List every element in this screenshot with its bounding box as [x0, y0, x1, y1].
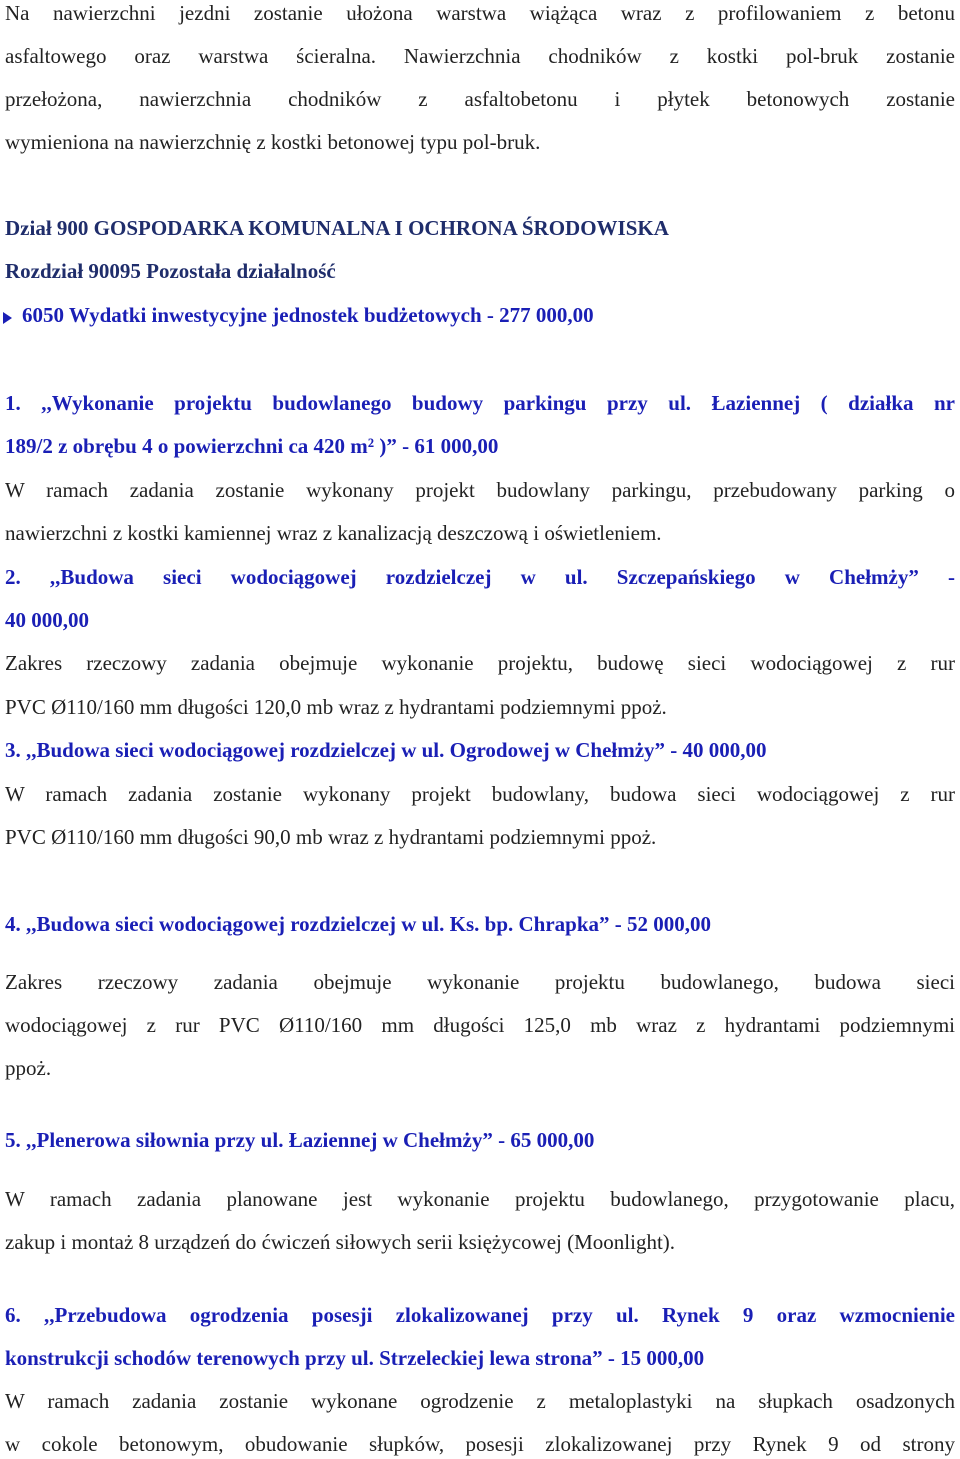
text-line: przełożona, nawierzchnia chodników z asfaltobetonu i płytek betonowych zostanie: [5, 87, 955, 111]
task-title-line: konstrukcji schodów terenowych przy ul. Strzeleckiej lewa strona” - 15 000,00: [5, 1346, 705, 1370]
paragraph-heading: 6050 Wydatki inwestycyjne jednostek budżetowych - 277 000,00: [22, 303, 594, 327]
text-line: asfaltowego oraz warstwa ścieralna. Nawierzchnia chodników z kostki pol-bruk zostanie: [5, 44, 955, 68]
rozdzial-heading: Rozdział 90095 Pozostała działalność: [5, 259, 336, 283]
task-body-line: W ramach zadania planowane jest wykonanie projektu budowlanego, przygotowanie placu,: [5, 1187, 955, 1211]
task-body-line: wodociągowej z rur PVC Ø110/160 mm długości 125,0 mb wraz z hydrantami podziemnymi: [5, 1013, 955, 1037]
task-title-line: 3. ,,Budowa sieci wodociągowej rozdzielczej w ul. Ogrodowej w Chełmży” - 40 000,00: [5, 738, 767, 762]
task-title-line: 189/2 z obrębu 4 o powierzchni ca 420 m² )” - 61 000,00: [5, 434, 499, 458]
task-title-line: 4. ,,Budowa sieci wodociągowej rozdzielczej w ul. Ks. bp. Chrapka” - 52 000,00: [5, 912, 712, 936]
task-body-line: W ramach zadania zostanie wykonany projekt budowlany parkingu, przebudowany parking o: [5, 478, 955, 502]
task-title-line: 1. ,,Wykonanie projektu budowlanego budowy parkingu przy ul. Łaziennej ( działka nr: [5, 391, 955, 415]
paragraph-bullet-icon: [3, 312, 12, 324]
task-title-line: 5. ,,Plenerowa siłownia przy ul. Łaziennej w Chełmży” - 65 000,00: [5, 1128, 595, 1152]
task-body-line: W ramach zadania zostanie wykonany projekt budowlany, budowa sieci wodociągowej z rur: [5, 782, 955, 806]
task-title-line: 2. ,,Budowa sieci wodociągowej rozdzielczej w ul. Szczepańskiego w Chełmży” -: [5, 565, 955, 589]
text-line: Na nawierzchni jezdni zostanie ułożona warstwa wiążąca wraz z profilowaniem z betonu: [5, 1, 955, 25]
task-body-line: w cokole betonowym, obudowanie słupków, posesji zlokalizowanej przy Rynek 9 od strony: [5, 1432, 955, 1456]
task-body-line: ppoż.: [5, 1056, 52, 1080]
task-body-line: nawierzchni z kostki kamiennej wraz z kanalizacją deszczową i oświetleniem.: [5, 521, 662, 545]
task-body-line: Zakres rzeczowy zadania obejmuje wykonanie projektu budowlanego, budowa sieci: [5, 970, 955, 994]
task-body-line: W ramach zadania zostanie wykonane ogrodzenie z metaloplastyki na słupkach osadzonych: [5, 1389, 955, 1413]
task-title-line: 40 000,00: [5, 608, 89, 632]
task-body-line: PVC Ø110/160 mm długości 120,0 mb wraz z hydrantami podziemnymi ppoż.: [5, 695, 667, 719]
task-body-line: zakup i montaż 8 urządzeń do ćwiczeń siłowych serii księżycowej (Moonlight).: [5, 1230, 676, 1254]
task-title-line: 6. ,,Przebudowa ogrodzenia posesji zlokalizowanej przy ul. Rynek 9 oraz wzmocnienie: [5, 1303, 955, 1327]
text-line: wymieniona na nawierzchnię z kostki betonowej typu pol-bruk.: [5, 130, 541, 154]
task-body-line: PVC Ø110/160 mm długości 90,0 mb wraz z hydrantami podziemnymi ppoż.: [5, 825, 657, 849]
task-body-line: Zakres rzeczowy zadania obejmuje wykonanie projektu, budowę sieci wodociągowej z rur: [5, 651, 955, 675]
dzial-heading: Dział 900 GOSPODARKA KOMUNALNA I OCHRONA ŚRODOWISKA: [5, 216, 669, 240]
